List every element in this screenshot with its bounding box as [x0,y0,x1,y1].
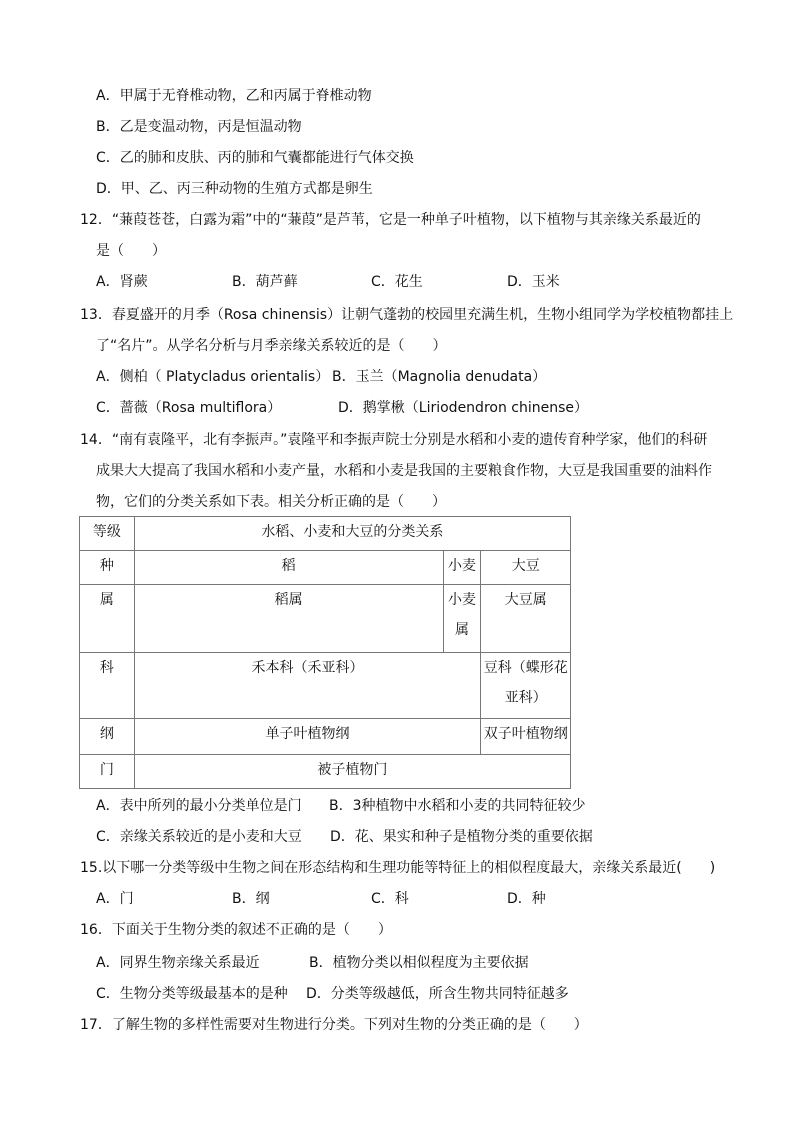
q11-option-a: A．甲属于无脊椎动物，乙和丙属于脊椎动物 [96,88,372,104]
q15-option-c: C．科 [371,891,409,907]
q13-stem-line2: 了“名片”。从学名分析与月季亲缘关系较近的是（ ） [96,338,447,354]
cell-rank-phylum: 门 [80,755,135,789]
q16-option-d: D．分类等级越低，所含生物共同特征越多 [306,986,569,1002]
q12-stem-line2: 是（ ） [96,243,166,259]
q13-option-b: B．玉兰（Magnolia denudata） [332,369,547,385]
q12-option-b: B．葫芦藓 [232,274,298,290]
cell-rank-genus: 属 [80,585,135,653]
cell-rank-class: 纲 [80,719,135,755]
cell-angiosperm-phylum: 被子植物门 [134,755,570,789]
cell-monocot-class: 单子叶植物纲 [134,719,481,755]
q15-stem: 15.以下哪一分类等级中生物之间在形态结构和生理功能等特征上的相似程度最大，亲缘关系最近( ) [80,860,716,876]
q11-option-d: D．甲、乙、丙三种动物的生殖方式都是卵生 [96,181,373,197]
q16-option-b: B．植物分类以相似程度为主要依据 [309,955,529,971]
q12-option-a: A．肾蕨 [96,274,148,290]
q13-option-a: A．侧柏（ Platycladus orientalis） [96,369,330,385]
q13-option-d: D．鹅掌楸（Liriodendron chinense） [338,400,589,416]
cell-soybean-family-line1: 豆科（蝶形花 [483,660,568,676]
cell-rice-species: 稻 [134,551,443,585]
cell-soybean-species: 大豆 [481,551,571,585]
cell-rank-species: 种 [80,551,135,585]
q14-option-d: D．花、果实和种子是植物分类的重要依据 [330,829,593,845]
q17-stem: 17．了解生物的多样性需要对生物进行分类。下列对生物的分类正确的是（ ） [80,1017,588,1033]
cell-wheat-genus-line2: 属 [454,622,469,638]
q14-stem-line2: 成果大大提高了我国水稻和小麦产量，水稻和小麦是我国的主要粮食作物，大豆是我国重要的油料作 [96,463,712,479]
q15-option-a: A．门 [96,891,134,907]
q16-stem: 16．下面关于生物分类的叙述不正确的是（ ） [80,922,392,938]
q12-stem-line1: 12．“蒹葭苍苍，白露为霜”中的“蒹葭”是芦苇，它是一种单子叶植物，以下植物与其亲缘关系最近的 [80,212,701,228]
cell-wheat-genus-line1: 小麦 [447,592,476,608]
q11-option-b: B．乙是变温动物，丙是恒温动物 [96,119,302,135]
q12-option-d: D．玉米 [507,274,560,290]
q13-option-c: C．蔷薇（Rosa multiflora） [96,400,282,416]
q14-stem-line1: 14．“南有袁隆平，北有李振声。”袁隆平和李振声院士分别是水稻和小麦的遗传育种学家，他们的科研 [80,432,708,448]
q14-option-c: C．亲缘关系较近的是小麦和大豆 [96,829,302,845]
q14-option-a: A．表中所列的最小分类单位是门 [96,798,302,814]
q14-option-b: B．3种植物中水稻和小麦的共同特征较少 [329,798,586,814]
classification-table [79,516,571,789]
q16-option-c: C．生物分类等级最基本的是种 [96,986,288,1002]
cell-wheat-species: 小麦 [443,551,481,585]
cell-rice-wheat-family: 禾本科（禾亚科） [134,653,481,719]
cell-soybean-family [481,653,571,719]
cell-soybean-genus: 大豆属 [481,585,571,653]
cell-soybean-family-line2: 亚科） [504,690,547,706]
cell-rank-family: 科 [80,653,135,719]
cell-rice-genus: 稻属 [134,585,443,653]
q15-option-d: D．种 [507,891,546,907]
q14-stem-line3: 物，它们的分类关系如下表。相关分析正确的是（ ） [96,494,446,510]
q16-option-a: A．同界生物亲缘关系最近 [96,955,260,971]
table-header-title: 水稻、小麦和大豆的分类关系 [134,517,570,551]
cell-wheat-genus [443,585,481,653]
q11-option-c: C．乙的肺和皮肤、丙的肺和气囊都能进行气体交换 [96,150,414,166]
q12-option-c: C．花生 [371,274,423,290]
q13-stem-line1: 13．春夏盛开的月季（Rosa chinensis）让朝气蓬勃的校园里充满生机，生物小组同学为学校植物都挂上 [80,307,734,323]
cell-dicot-class: 双子叶植物纲 [481,719,571,755]
table-header-level: 等级 [80,517,135,551]
q15-option-b: B．纲 [232,891,270,907]
